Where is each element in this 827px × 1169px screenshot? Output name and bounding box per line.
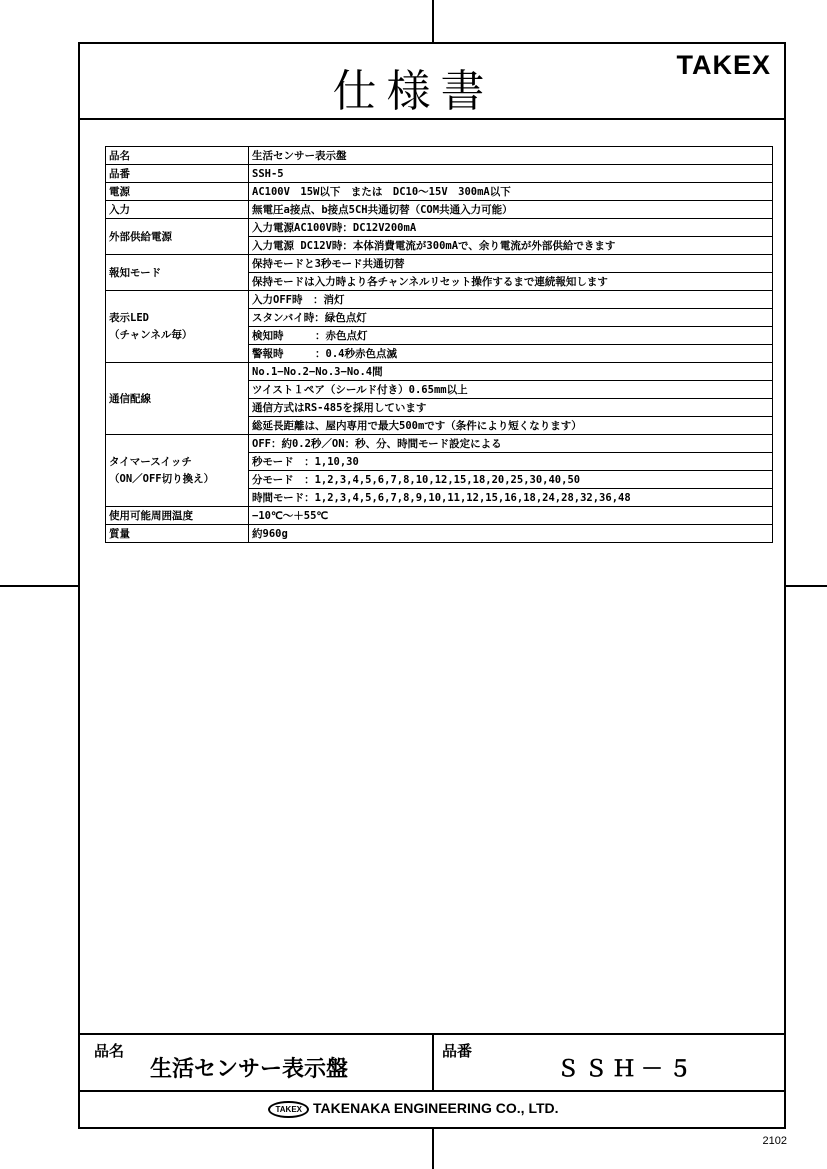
footer-bottom-divider <box>78 1090 786 1092</box>
spec-row <box>106 435 773 453</box>
spec-value: SSH-5 <box>249 165 773 183</box>
spec-value: 入力OFF時 ：消灯 <box>249 291 773 309</box>
spec-row <box>106 147 773 165</box>
spec-row <box>106 507 773 525</box>
spec-value: 検知時 ：赤色点灯 <box>249 327 773 345</box>
spec-row <box>106 255 773 273</box>
spec-value: 保持モードと3秒モード共通切替 <box>249 255 773 273</box>
spec-label: タイマースイッチ （ON／OFF切り換え） <box>106 435 249 507</box>
spec-label: 品番 <box>106 165 249 183</box>
company-name: TAKENAKA ENGINEERING CO., LTD. <box>313 1100 559 1116</box>
document-title: 仕様書 <box>332 66 495 117</box>
header-divider <box>78 118 786 120</box>
spec-row <box>106 165 773 183</box>
footer-number-value: ＳＳＨ－５ <box>557 1057 698 1082</box>
spec-value: 入力電源AC100V時：DC12V200mA <box>249 219 773 237</box>
spec-label: 外部供給電源 <box>106 219 249 255</box>
spec-value: ツイスト１ペア（シールド付き）0.65mm以上 <box>249 381 773 399</box>
footer-name-label: 品名 <box>94 1042 125 1060</box>
spec-value: 無電圧a接点、b接点5CH共通切替（COM共通入力可能） <box>249 201 773 219</box>
spec-value: 生活センサー表示盤 <box>249 147 773 165</box>
crop-mark-top <box>432 0 434 42</box>
brand-logo: TAKEX <box>676 50 771 80</box>
spec-value: 分モード ：1,2,3,4,5,6,7,8,10,12,15,18,20,25,30,40,50 <box>249 471 773 489</box>
spec-label: 使用可能周囲温度 <box>106 507 249 525</box>
spec-value: 約960g <box>249 525 773 543</box>
spec-label: 報知モード <box>106 255 249 291</box>
spec-row <box>106 183 773 201</box>
crop-mark-left <box>0 585 78 587</box>
spec-value: 保持モードは入力時より各チャンネルリセット操作するまで連続報知します <box>249 273 773 291</box>
company-line <box>0 1100 827 1118</box>
spec-label: 表示LED （チャンネル毎） <box>106 291 249 363</box>
spec-row <box>106 219 773 237</box>
spec-value: 通信方式はRS-485を採用しています <box>249 399 773 417</box>
company-logo: TAKEX <box>268 1101 309 1118</box>
spec-value: 秒モード ：1,10,30 <box>249 453 773 471</box>
crop-mark-right <box>786 585 827 587</box>
spec-value: No.1−No.2−No.3−No.4間 <box>249 363 773 381</box>
spec-label: 品名 <box>106 147 249 165</box>
spec-row <box>106 201 773 219</box>
spec-row <box>106 525 773 543</box>
spec-row <box>106 291 773 309</box>
spec-label: 通信配線 <box>106 363 249 435</box>
document-number: 2102 <box>762 1135 787 1147</box>
spec-value: スタンバイ時：緑色点灯 <box>249 309 773 327</box>
spec-value: OFF：約0.2秒／ON：秒、分、時間モード設定による <box>249 435 773 453</box>
spec-value: −10℃～＋55℃ <box>249 507 773 525</box>
footer-column-divider <box>432 1033 434 1090</box>
spec-label: 入力 <box>106 201 249 219</box>
footer-name-value: 生活センサー表示盤 <box>150 1057 349 1082</box>
spec-label: 電源 <box>106 183 249 201</box>
spec-table-body <box>106 147 773 543</box>
spec-row <box>106 363 773 381</box>
spec-value: 入力電源 DC12V時：本体消費電流が300mAで、余り電流が外部供給できます <box>249 237 773 255</box>
footer-number-label: 品番 <box>442 1042 473 1060</box>
spec-value: AC100V 15W以下 または DC10～15V 300mA以下 <box>249 183 773 201</box>
spec-value: 総延長距離は、屋内専用で最大500mです（条件により短くなります） <box>249 417 773 435</box>
spec-value: 警報時 ：0.4秒赤色点滅 <box>249 345 773 363</box>
spec-table <box>105 146 773 543</box>
spec-label: 質量 <box>106 525 249 543</box>
spec-value: 時間モード：1,2,3,4,5,6,7,8,9,10,11,12,15,16,18,24,28,32,36,48 <box>249 489 773 507</box>
crop-mark-bottom <box>432 1129 434 1169</box>
